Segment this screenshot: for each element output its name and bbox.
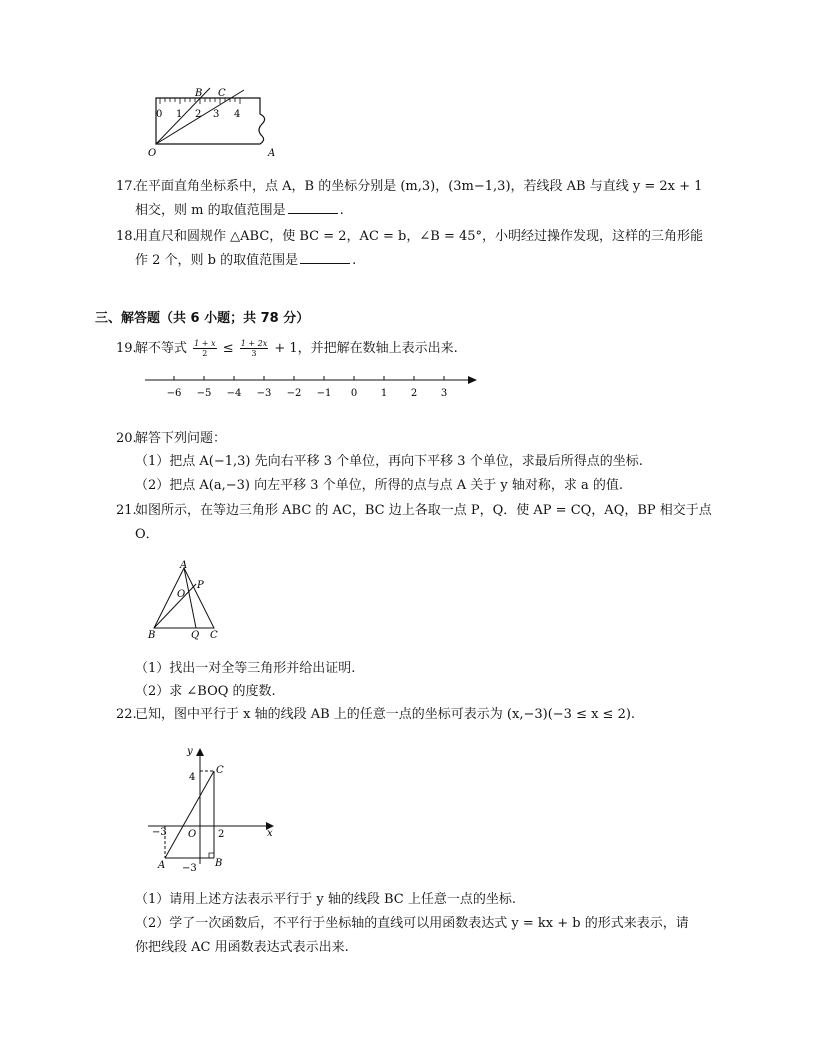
q20-part2: （2）把点 A(a,−3) 向左平移 3 个单位，所得的点与点 A 关于 y 轴对称，求 a 的值.: [135, 478, 624, 493]
label-a: A: [158, 860, 166, 871]
q17-number: 17.: [116, 179, 137, 194]
number-line-arrow: [468, 376, 477, 384]
q21-text-line1: 如图所示，在等边三角形 ABC 的 AC，BC 边上各取一点 P，Q．使 AP = CQ，AQ，BP 相交于点: [135, 503, 712, 518]
q22-part2-line1: （2）学了一次函数后，不平行于坐标轴的直线可以用函数表达式 y = kx + b 的形式来表示，请: [135, 916, 689, 931]
q19-relation: ≤: [222, 341, 234, 356]
number-line-label: −2: [286, 388, 302, 399]
q19-text: [135, 336, 458, 362]
q21-number: 21.: [116, 503, 137, 518]
q19-post: + 1，并把解在数轴上表示出来.: [274, 341, 458, 356]
tick-label-4: 4: [234, 109, 241, 120]
right-angle-mark: [209, 853, 214, 858]
q18-text-line2: [135, 251, 356, 270]
coordinate-figure: [140, 740, 280, 872]
number-line-label: 3: [440, 388, 448, 399]
label-y: y: [187, 746, 193, 757]
point-label-o: O: [148, 148, 157, 159]
q22-number: 22.: [116, 707, 137, 722]
label-o: O: [177, 589, 186, 600]
q18-answer-blank[interactable]: [300, 251, 350, 264]
q17-text-line1: 在平面直角坐标系中，点 A，B 的坐标分别是 (m,3)，(3m−1,3)，若线段 AB 与直线 y = 2x + 1: [135, 179, 703, 194]
number-line-label: 0: [350, 388, 358, 399]
label-x: x: [267, 828, 273, 839]
q19-frac1-den: 2: [202, 349, 208, 358]
q18-number: 18.: [116, 229, 137, 244]
section-3-title: 三、解答题（共 6 小题；共 78 分）: [95, 311, 310, 326]
label-p: P: [197, 580, 204, 591]
q18-text-line1: 用直尺和圆规作 △ABC，使 BC = 2，AC = b，∠B = 45°，小明经过操作发现，这样的三角形能: [135, 229, 704, 244]
label-4: 4: [189, 772, 196, 783]
q21-text-line2: O．: [135, 527, 159, 542]
triangle-figure: [140, 558, 230, 642]
number-line-label: −5: [196, 388, 212, 399]
q21-part1: （1）找出一对全等三角形并给出证明.: [135, 661, 356, 676]
q18-line2-end: .: [352, 253, 357, 268]
q20-part1: （1）把点 A(−1,3) 先向右平移 3 个单位，再向下平移 3 个单位，求最后所得点的坐标.: [135, 454, 643, 469]
label-q: Q: [191, 630, 200, 641]
label-2: 2: [218, 829, 225, 840]
q20-title: 解答下列问题：: [135, 431, 227, 446]
q20-number: 20.: [116, 431, 137, 446]
label-neg3-y: −3: [182, 863, 197, 872]
point-label-c: C: [218, 88, 226, 99]
number-line-label: 1: [380, 388, 388, 399]
q19-number: 19.: [116, 341, 137, 356]
segment-aq: [184, 568, 196, 628]
q17-line2-text: 相交，则 m 的取值范围是: [135, 203, 286, 218]
number-line-label: −6: [166, 388, 182, 399]
ruler-figure: [140, 84, 290, 160]
q17-text-line2: [135, 201, 344, 220]
point-label-b: B: [195, 88, 203, 99]
label-b: B: [215, 858, 223, 869]
y-axis-arrow: [196, 748, 204, 756]
q19-frac1-num: 1 + x: [194, 339, 216, 348]
label-neg3-x: −3: [152, 827, 167, 838]
number-line: [140, 370, 485, 402]
q19-frac2-den: 3: [251, 349, 257, 358]
number-line-ticks: [167, 376, 448, 399]
q19-frac2-num: 1 + 2x: [240, 339, 268, 348]
tick-label-1: 1: [176, 109, 183, 120]
number-line-label: 2: [410, 388, 418, 399]
q17-line2-end: .: [339, 203, 344, 218]
segment-ac: [165, 771, 214, 858]
tick-label-3: 3: [213, 109, 220, 120]
q22-text: 已知，图中平行于 x 轴的线段 AB 上的任意一点的坐标可表示为 (x,−3)(−3 ≤ x ≤ 2).: [135, 707, 636, 722]
q22-part2-line2: 你把线段 AC 用函数表达式表示出来.: [135, 940, 349, 955]
q19-fraction-1: [193, 339, 216, 358]
label-o: O: [188, 829, 197, 840]
tick-label-0: 0: [156, 109, 163, 120]
label-c: C: [210, 630, 218, 641]
q19-pre: 解不等式: [135, 341, 188, 356]
number-line-label: −4: [226, 388, 242, 399]
q21-part2: （2）求 ∠BOQ 的度数.: [135, 684, 276, 699]
label-a: A: [180, 560, 188, 571]
label-b: B: [148, 630, 156, 641]
q18-line2-text: 作 2 个，则 b 的取值范围是: [135, 253, 299, 268]
q17-answer-blank[interactable]: [288, 201, 338, 214]
q19-fraction-2: [240, 339, 268, 358]
tick-label-2: 2: [195, 109, 202, 120]
segment-bp: [154, 584, 196, 628]
label-c: C: [216, 765, 224, 776]
point-label-a: A: [268, 148, 276, 159]
number-line-label: −3: [256, 388, 272, 399]
number-line-label: −1: [316, 388, 332, 399]
q22-part1: （1）请用上述方法表示平行于 y 轴的线段 BC 上任意一点的坐标.: [135, 892, 517, 907]
